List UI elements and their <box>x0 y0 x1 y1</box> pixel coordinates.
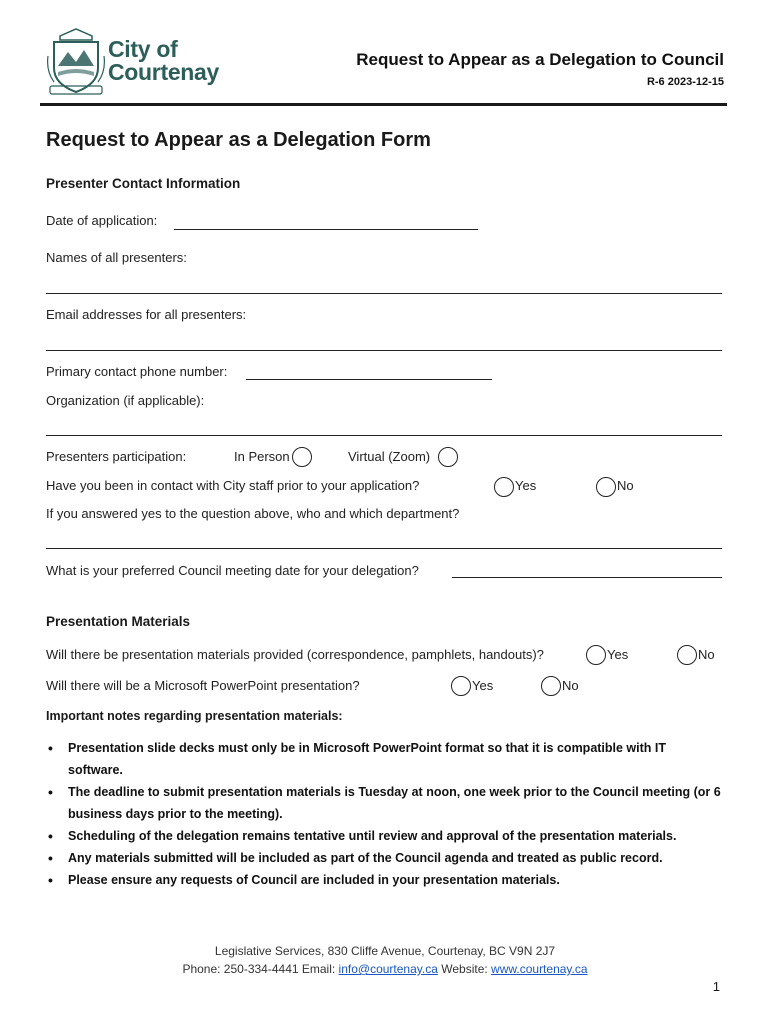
powerpoint-yes-radio[interactable] <box>451 676 471 696</box>
date-label: Date of application: <box>46 213 158 228</box>
page-number: 1 <box>712 979 720 994</box>
organization-label: Organization (if applicable): <box>46 393 205 408</box>
materials-yes-label: Yes <box>607 647 629 662</box>
phone-field[interactable] <box>246 379 492 380</box>
notes-heading: Important notes regarding presentation materials: <box>46 709 343 723</box>
participation-label: Presenters participation: <box>46 449 187 464</box>
contact-staff-yes-label: Yes <box>515 478 537 493</box>
city-logo-wordmark <box>108 38 219 84</box>
contact-staff-question: Have you been in contact with City staff prior to your application? <box>46 478 420 493</box>
city-crest-logo <box>46 26 106 98</box>
in-person-radio[interactable] <box>292 447 312 467</box>
phone-label: Primary contact phone number: <box>46 364 228 379</box>
contact-staff-no-label: No <box>617 478 634 493</box>
logo-line-2: Courtenay <box>108 59 220 85</box>
materials-yes-radio[interactable] <box>586 645 606 665</box>
footer-contact <box>0 962 770 976</box>
note-item: • Any materials submitted will be included as part of the Council agenda and treated as public record. <box>46 847 721 869</box>
form-title: Request to Appear as a Delegation Form <box>46 129 431 151</box>
logo-line-1: City of <box>108 36 178 62</box>
organization-field[interactable] <box>46 435 722 436</box>
names-label: Names of all presenters: <box>46 250 187 265</box>
note-item: • Scheduling of the delegation remains tentative until review and approval of the presentation materials. <box>46 825 721 847</box>
virtual-label: Virtual (Zoom) <box>348 449 431 464</box>
notes-list <box>46 737 721 891</box>
date-field[interactable] <box>174 229 478 230</box>
note-item: • Presentation slide decks must only be in Microsoft PowerPoint format so that it is compatible with IT software. <box>46 737 721 781</box>
document-title: Request to Appear as a Delegation to Council <box>356 50 724 69</box>
materials-question: Will there be presentation materials provided (correspondence, pamphlets, handouts)? <box>46 647 544 662</box>
footer-website-prefix: Website: <box>437 962 492 976</box>
note-item: • Please ensure any requests of Council are included in your presentation materials. <box>46 869 721 891</box>
contact-staff-no-radio[interactable] <box>596 477 616 497</box>
footer-address: Legislative Services, 830 Cliffe Avenue, Courtenay, BC V9N 2J7 <box>214 944 556 958</box>
powerpoint-no-radio[interactable] <box>541 676 561 696</box>
header-divider <box>40 103 727 106</box>
names-field[interactable] <box>46 293 722 294</box>
contact-section-heading: Presenter Contact Information <box>46 176 241 191</box>
meeting-date-field[interactable] <box>452 577 722 578</box>
powerpoint-question: Will there will be a Microsoft PowerPoint presentation? <box>46 678 360 693</box>
materials-no-label: No <box>698 647 715 662</box>
email-field[interactable] <box>46 350 722 351</box>
followup-question: If you answered yes to the question above, who and which department? <box>46 506 460 521</box>
footer-email-link[interactable]: info@courtenay.ca <box>338 962 438 976</box>
powerpoint-yes-label: Yes <box>472 678 494 693</box>
in-person-label: In Person <box>234 449 290 464</box>
contact-staff-yes-radio[interactable] <box>494 477 514 497</box>
footer-phone: Phone: 250-334-4441 Email: <box>182 962 339 976</box>
virtual-radio[interactable] <box>438 447 458 467</box>
meeting-date-question: What is your preferred Council meeting date for your delegation? <box>46 563 419 578</box>
powerpoint-no-label: No <box>562 678 579 693</box>
email-label: Email addresses for all presenters: <box>46 307 247 322</box>
note-item: • The deadline to submit presentation materials is Tuesday at noon, one week prior to the Council meeting (or 6 business days prior to the meeting). <box>46 781 721 825</box>
document-code: R-6 2023-12-15 <box>646 76 724 88</box>
materials-section-heading: Presentation Materials <box>46 614 191 629</box>
followup-field[interactable] <box>46 548 722 549</box>
materials-no-radio[interactable] <box>677 645 697 665</box>
footer-website-link[interactable]: www.courtenay.ca <box>491 962 588 976</box>
